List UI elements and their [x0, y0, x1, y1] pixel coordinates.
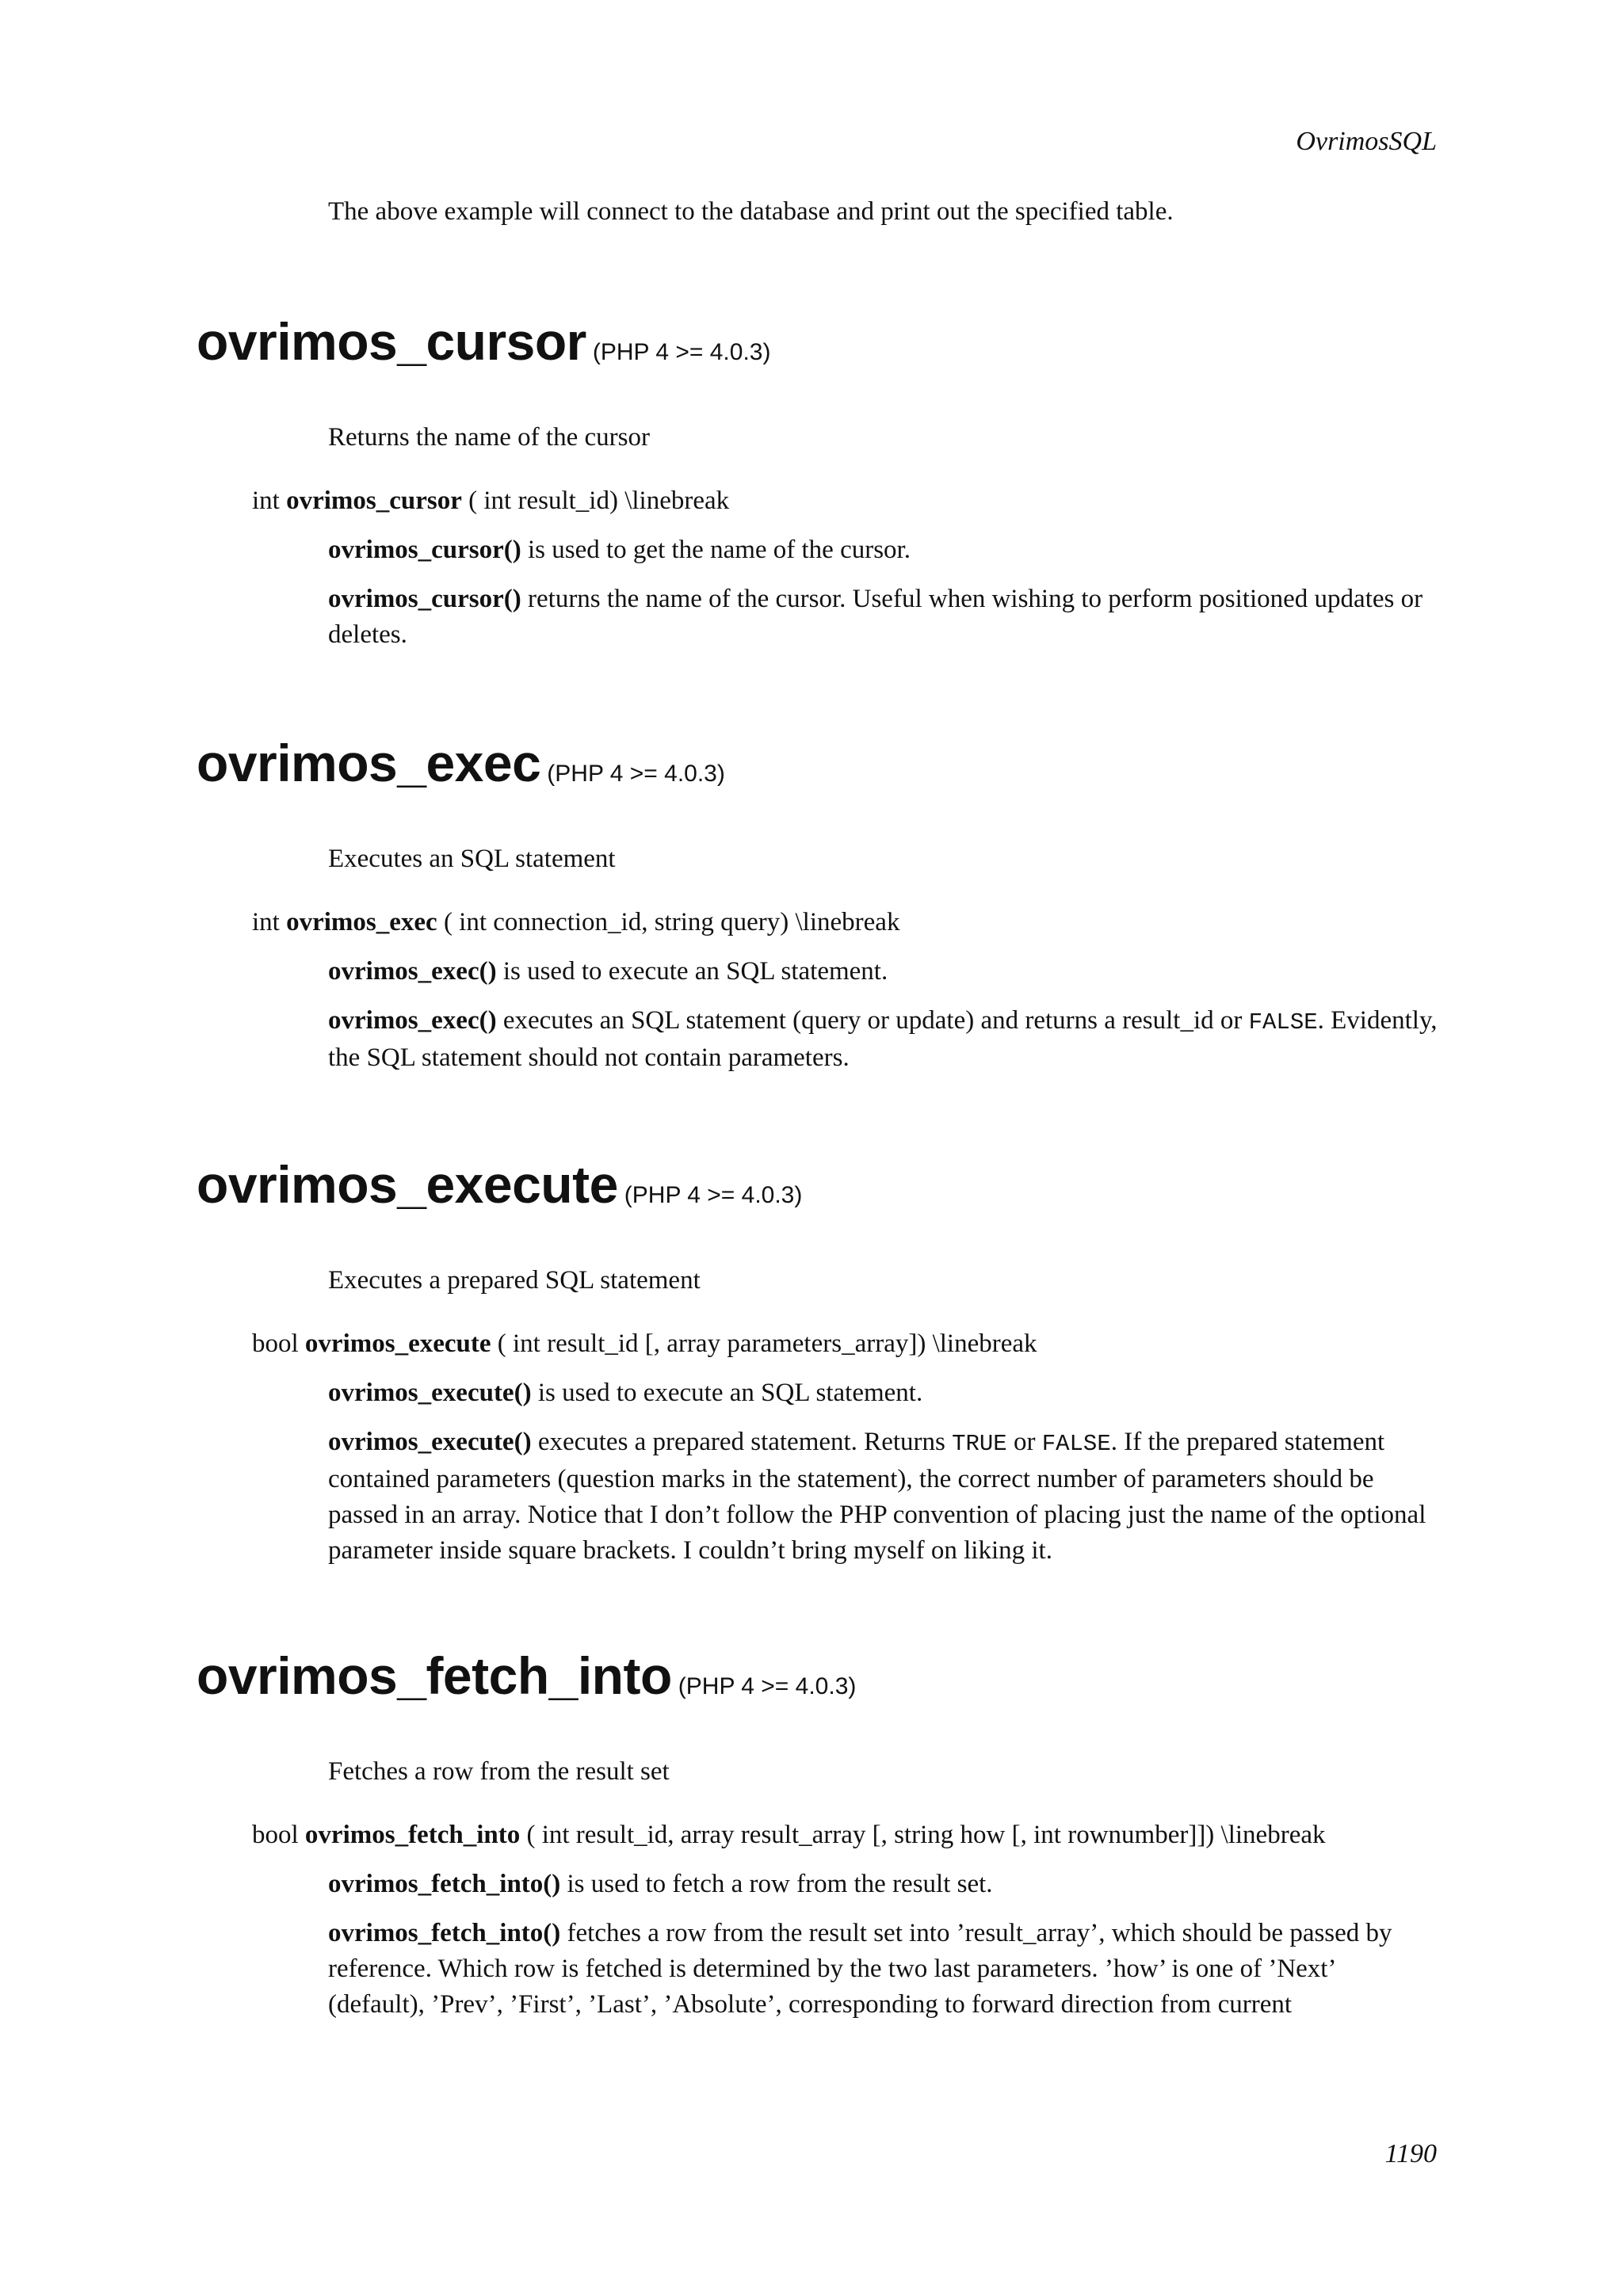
- description-text: is used to get the name of the cursor.: [521, 536, 911, 564]
- function-purpose: Fetches a row from the result set: [328, 1757, 670, 1786]
- function-purpose: Returns the name of the cursor: [328, 423, 650, 452]
- description-paragraph: [328, 1916, 1438, 2023]
- page-number: 1190: [1384, 2139, 1437, 2168]
- function-heading-execute: [197, 1154, 802, 1215]
- description-text: executes an SQL statement (query or update) and returns a result_id or: [496, 1006, 1249, 1035]
- return-type: int: [252, 908, 280, 936]
- description-text: is used to execute an SQL statement.: [496, 957, 888, 986]
- version-note: (PHP 4 >= 4.0.3): [624, 1182, 803, 1208]
- running-header: OvrimosSQL: [1296, 127, 1437, 156]
- function-ref: ovrimos_execute(): [328, 1379, 532, 1407]
- intro-paragraph: The above example will connect to the database and print out the specified table.: [328, 197, 1174, 226]
- function-ref: ovrimos_exec(): [328, 1006, 497, 1035]
- function-heading-exec: [197, 733, 725, 793]
- description-text: or: [1006, 1428, 1042, 1456]
- synopsis-params: ( int result_id [, array parameters_array]) \linebreak: [491, 1329, 1037, 1358]
- description-paragraph: [328, 1425, 1438, 1569]
- description-text: . If the prepared statement contained parameters (question marks in the statement), the correct number of parameters should be passed in an array. Notice that I don’t follow the PHP convention of placing just the name of the optional parameter inside square brackets. I couldn’t bring myself on liking it.: [328, 1428, 1426, 1565]
- constant: FALSE: [1041, 1431, 1111, 1457]
- return-type: bool: [252, 1329, 299, 1358]
- synopsis-params: ( int result_id, array result_array [, string how [, int rownumber]]) \linebreak: [520, 1821, 1326, 1849]
- function-name: ovrimos_exec: [197, 734, 541, 792]
- synopsis-params: ( int connection_id, string query) \linebreak: [437, 908, 900, 936]
- description-paragraph: [328, 1375, 1438, 1411]
- synopsis-function-name: ovrimos_cursor: [286, 486, 462, 515]
- function-purpose: Executes a prepared SQL statement: [328, 1266, 701, 1295]
- description-text: fetches a row from the result set into ’result_array’, which should be passed by reference. Which row is fetched is determined by the two last parameters. ’how’ is one of ’Next’ (default), ’Prev’, ’First’, ’Last’, ’Absolute’, corresponding to forward direction from current: [328, 1919, 1392, 2019]
- description-text: is used to fetch a row from the result set.: [560, 1870, 993, 1898]
- synopsis-params: ( int result_id) \linebreak: [461, 486, 730, 515]
- description-text: is used to execute an SQL statement.: [531, 1379, 923, 1407]
- version-note: (PHP 4 >= 4.0.3): [678, 1673, 857, 1699]
- description-paragraph: [328, 1867, 1438, 1902]
- function-synopsis: [252, 1326, 1037, 1362]
- function-heading-cursor: [197, 311, 770, 372]
- description-text: executes a prepared statement. Returns: [531, 1428, 953, 1456]
- return-type: int: [252, 486, 280, 515]
- description-paragraph: [328, 954, 1438, 990]
- function-ref: ovrimos_cursor(): [328, 585, 521, 613]
- version-note: (PHP 4 >= 4.0.3): [547, 761, 725, 787]
- function-name: ovrimos_fetch_into: [197, 1646, 672, 1705]
- function-ref: ovrimos_cursor(): [328, 536, 521, 564]
- function-name: ovrimos_execute: [197, 1155, 618, 1214]
- constant: TRUE: [952, 1431, 1007, 1457]
- description-paragraph: [328, 1003, 1438, 1076]
- function-ref: ovrimos_execute(): [328, 1428, 532, 1456]
- function-heading-fetch-into: [197, 1646, 856, 1706]
- description-text: . Evidently, the SQL statement should not contain parameters.: [328, 1006, 1438, 1072]
- description-text: returns the name of the cursor. Useful when wishing to perform positioned updates or deletes.: [328, 585, 1423, 649]
- version-note: (PHP 4 >= 4.0.3): [592, 339, 771, 365]
- return-type: bool: [252, 1821, 299, 1849]
- function-ref: ovrimos_exec(): [328, 957, 497, 986]
- function-purpose: Executes an SQL statement: [328, 845, 616, 873]
- description-paragraph: [328, 582, 1438, 653]
- synopsis-function-name: ovrimos_execute: [304, 1329, 491, 1358]
- function-synopsis: [252, 483, 729, 519]
- function-ref: ovrimos_fetch_into(): [328, 1870, 561, 1898]
- constant: FALSE: [1248, 1009, 1318, 1035]
- function-synopsis: [252, 1817, 1325, 1853]
- function-name: ovrimos_cursor: [197, 312, 586, 371]
- description-paragraph: [328, 532, 1438, 568]
- function-synopsis: [252, 905, 899, 940]
- synopsis-function-name: ovrimos_exec: [286, 908, 437, 936]
- function-ref: ovrimos_fetch_into(): [328, 1919, 561, 1947]
- synopsis-function-name: ovrimos_fetch_into: [304, 1821, 521, 1849]
